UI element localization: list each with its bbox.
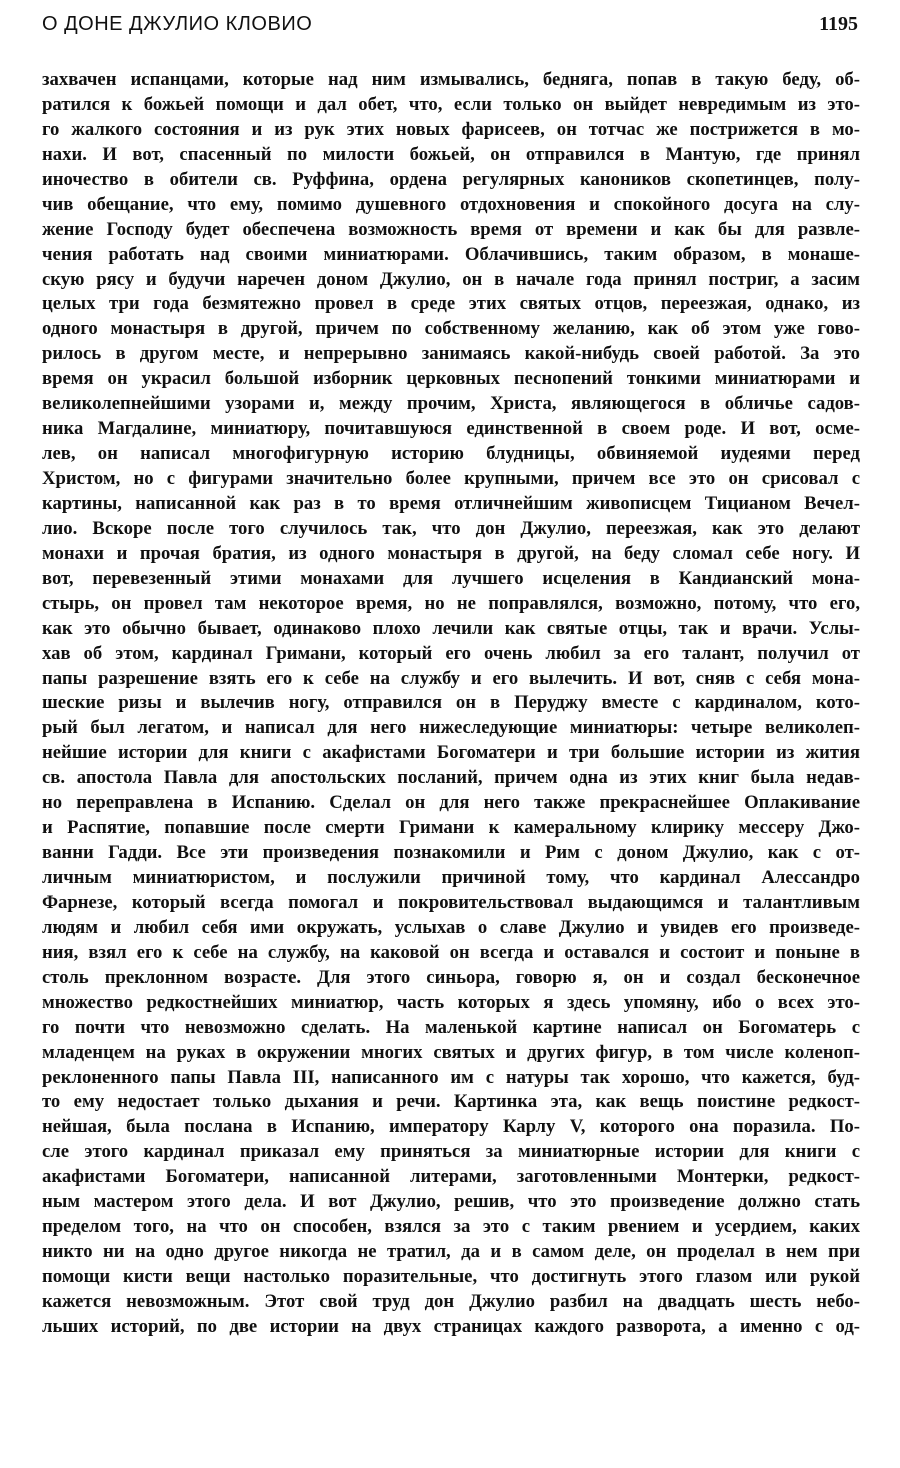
text-line: время он украсил большой изборник церковных песнопений тонкими миниатюрами и	[42, 368, 860, 390]
text-line: целых три года безмятежно провел в среде этих святых отцов, переезжая, однако, из	[42, 293, 860, 315]
text-line: рый был легатом, и написал для него нижеследующие миниатюры: четыре великолеп-	[42, 717, 860, 739]
text-line: личным миниатюристом, и послужили причиной тому, что кардинал Алессандро	[42, 867, 860, 888]
text-line: захвачен испанцами, которые над ним измывались, бедняга, попав в такую беду, об-	[42, 69, 860, 90]
text-line: стырь, он провел там некоторое время, но не поправлялся, возможно, потому, что его,	[42, 592, 860, 614]
text-line: и Распятие, попавшие после смерти Гримани к камеральному клирику мессеру Джо-	[42, 817, 860, 839]
text-line: сле этого кардинал приказал ему приняться за миниатюрные истории для книги с	[42, 1141, 860, 1163]
text-line: чения работать над своими миниатюрами. Облачившись, таким образом, в монаше-	[42, 243, 860, 265]
text-line: как это обычно бывает, одинаково плохо лечили как святые отцы, так и врачи. Услы-	[42, 617, 860, 639]
text-line: ния, взял его к себе на службу, на каковой он всегда и оставался и состоит и поныне в	[42, 941, 860, 963]
text-line: картины, написанной как раз в то время отличнейшим живописцем Тицианом Вечел-	[42, 492, 860, 514]
text-line: лев, он написал многофигурную историю блудницы, обвиняемой иудеями перед	[42, 443, 860, 465]
page-header	[42, 6, 858, 42]
text-line: множество редкостнейших миниатюр, часть которых я здесь упомяну, ибо о всех это-	[42, 991, 860, 1013]
text-line: го жалкого состояния и из рук этих новых фарисеев, он тотчас же пострижется в мо-	[42, 118, 860, 140]
text-line: акафистами Богоматери, написанной литерами, заготовленными Монтерки, редкост-	[42, 1166, 860, 1188]
text-line: рилось в другом месте, и непрерывно занимаясь какой-нибудь своей работой. За это	[42, 343, 860, 365]
text-line: нейшие истории для книги с акафистами Богоматери и три большие истории из жития	[42, 742, 860, 764]
text-line: вот, перевезенный этими монахами для лучшего исцеления в Кандианский мона-	[42, 567, 860, 589]
text-line: столь преклонном возрасте. Для этого синьора, говорю я, он и создал бесконечное	[42, 966, 860, 988]
text-line: Христом, но с фигурами значительно более крупными, причем все это он срисовал с	[42, 468, 860, 489]
text-line: то ему недостает только дыхания и речи. Картинка эта, как вещь поистине редкост-	[42, 1091, 860, 1113]
running-title: О ДОНЕ ДЖУЛИО КЛОВИО	[42, 13, 313, 35]
text-line: нахи. И вот, спасенный по милости божьей, он отправился в Мантую, где принял	[42, 143, 860, 165]
text-line: реклоненного папы Павла III, написанного им с натуры так хорошо, что кажется, буд-	[42, 1066, 860, 1088]
text-line: людям и любил себя ими окружать, услыхав о славе Джулио и увидев его произведе-	[42, 916, 860, 938]
text-line: одного монастыря в другой, причем по собственному желанию, как об этом уже гово-	[42, 318, 860, 340]
text-line: го почти что невозможно сделать. На маленькой картине написал он Богоматерь с	[42, 1016, 860, 1038]
text-line: чив обещание, что ему, помимо душевного отдохновения и спокойного досуга на слу-	[42, 193, 860, 215]
text-line: ратился к божьей помощи и дал обет, что, если только он выйдет невредимым из это-	[42, 93, 860, 115]
text-line: льших историй, по две истории на двух страницах каждого разворота, а именно с од-	[42, 1315, 860, 1337]
page-number: 1195	[819, 13, 858, 35]
text-line: пределом того, на что он способен, взялся за это с таким рвением и усердием, каких	[42, 1216, 860, 1238]
text-line: жение Господу будет обеспечена возможность время от времени и как бы для развле-	[42, 218, 860, 240]
text-line: ника Магдалине, миниатюру, почитавшуюся единственной в своем роде. И вот, осме-	[42, 418, 860, 440]
text-line: шеские ризы и вылечив ногу, отправился он в Перуджу вместе с кардиналом, кото-	[42, 692, 860, 714]
text-line: нейшая, была послана в Испанию, императору Карлу V, которого она поразила. По-	[42, 1116, 860, 1138]
text-line: лио. Вскоре после того случилось так, что дон Джулио, переезжая, как это делают	[42, 517, 860, 539]
body-text	[42, 68, 860, 1340]
text-line: но переправлена в Испанию. Сделал он для него также прекраснейшее Оплакивание	[42, 792, 860, 814]
text-line: великолепнейшими узорами и, между прочим, Христа, являющегося в обличье садов-	[42, 393, 860, 415]
text-line: монахи и прочая братия, из одного монастыря в другой, на беду сломал себе ногу. И	[42, 542, 860, 564]
text-line: кажется невозможным. Этот свой труд дон Джулио разбил на двадцать шесть небо-	[42, 1290, 860, 1312]
text-line: скую рясу и будучи наречен доном Джулио, он в начале года принял постриг, а засим	[42, 268, 860, 290]
text-line: иночество в обители св. Руффина, ордена регулярных каноников скопетинцев, полу-	[42, 168, 860, 190]
text-line: младенцем на руках в окружении многих святых и других фигур, в том числе коленоп-	[42, 1041, 860, 1063]
text-line: папы разрешение взять его к себе на службу и его вылечить. И вот, сняв с себя мона-	[42, 667, 860, 689]
text-line: ным мастером этого дела. И вот Джулио, решив, что это произведение должно стать	[42, 1191, 860, 1213]
text-line: св. апостола Павла для апостольских посланий, причем одна из этих книг была недав-	[42, 767, 860, 789]
text-line: помощи кисти вещи настолько поразительные, что достигнуть этого глазом или рукой	[42, 1266, 860, 1287]
text-line: хав об этом, кардинал Гримани, который его очень любил за его талант, получил от	[42, 642, 860, 664]
text-line: Фарнезе, который всегда помогал и покровительствовал выдающимся и талантливым	[42, 891, 860, 913]
text-line: ванни Гадди. Все эти произведения познакомили и Рим с доном Джулио, как с от-	[42, 842, 860, 864]
text-line: никто ни на одно другое никогда не тратил, да и в самом деле, он проделал в нем при	[42, 1241, 860, 1263]
